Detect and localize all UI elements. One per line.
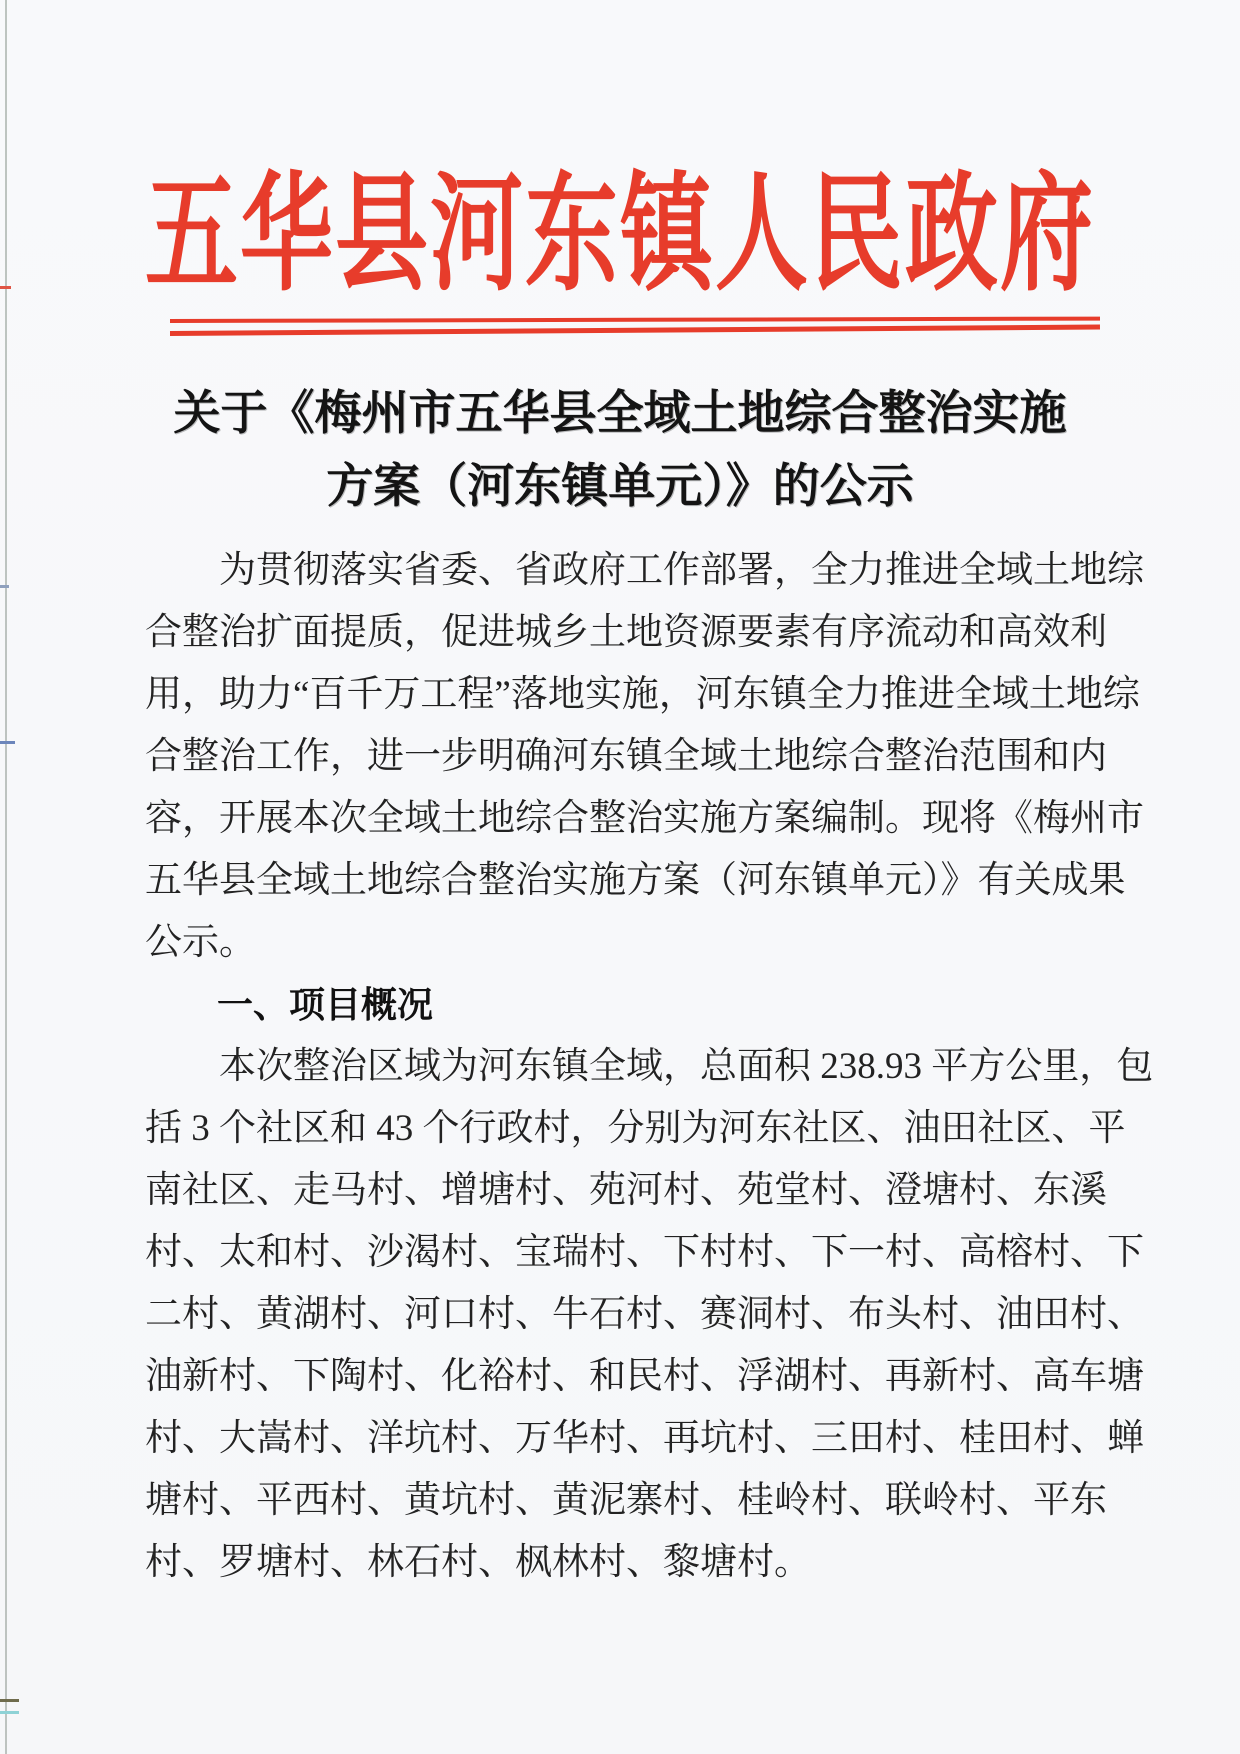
document-body (145, 540, 1154, 1594)
scan-tick-olive (0, 1699, 19, 1702)
doc-title-line-2: 方案（河东镇单元）》的公示 (326, 461, 914, 513)
letterhead (70, 128, 1170, 318)
body-line: 为贯彻落实省委、省政府工作部署，全力推进全域土地综 (219, 550, 1144, 591)
letterhead-rule-bottom (170, 325, 1100, 336)
body-line: 塘村、平西村、黄坑村、黄泥寨村、桂岭村、联岭村、平东 (145, 1480, 1107, 1521)
scan-tick-blue-1 (0, 585, 9, 588)
scan-tick-blue-2 (0, 741, 15, 744)
body-line: 容，开展本次全域土地综合整治实施方案编制。现将《梅州市 (145, 798, 1144, 839)
body-line: 油新村、下陶村、化裕村、和民村、浮湖村、再新村、高车塘 (145, 1356, 1144, 1397)
scan-tick-red (0, 286, 11, 289)
body-line: 合整治工作，进一步明确河东镇全域土地综合整治范围和内 (145, 736, 1107, 777)
body-line: 五华县全域土地综合整治实施方案（河东镇单元）》有关成果 (145, 860, 1126, 901)
letterhead-title: 五华县河东镇人民政府 (145, 165, 1095, 308)
section-heading: 一、项目概况 (217, 984, 434, 1025)
body-line: 二村、黄湖村、河口村、牛石村、赛洞村、布头村、油田村、 (145, 1294, 1144, 1335)
body-line: 村、大嵩村、洋坑村、万华村、再坑村、三田村、桂田村、蝉 (145, 1418, 1144, 1459)
body-line: 村、太和村、沙渴村、宝瑞村、下村村、下一村、高榕村、下 (145, 1232, 1144, 1273)
scan-edge-line (5, 0, 7, 1754)
doc-title (120, 378, 1120, 524)
body-line: 括 3 个社区和 43 个行政村，分别为河东社区、油田社区、平 (145, 1108, 1126, 1149)
body-line: 用，助力“百千万工程”落地实施，河东镇全力推进全域土地综 (145, 674, 1140, 715)
body-line: 公示。 (145, 922, 256, 963)
scan-tick-cyan (0, 1711, 19, 1714)
doc-title-line-1: 关于《梅州市五华县全域土地综合整治实施 (173, 388, 1067, 440)
body-line: 合整治扩面提质，促进城乡土地资源要素有序流动和高效利 (145, 612, 1107, 653)
body-line: 南社区、走马村、增塘村、苑河村、苑堂村、澄塘村、东溪 (145, 1170, 1107, 1211)
body-line: 村、罗塘村、林石村、枫林村、黎塘村。 (145, 1542, 811, 1583)
body-line: 本次整治区域为河东镇全域，总面积 238.93 平方公里，包 (219, 1046, 1154, 1087)
